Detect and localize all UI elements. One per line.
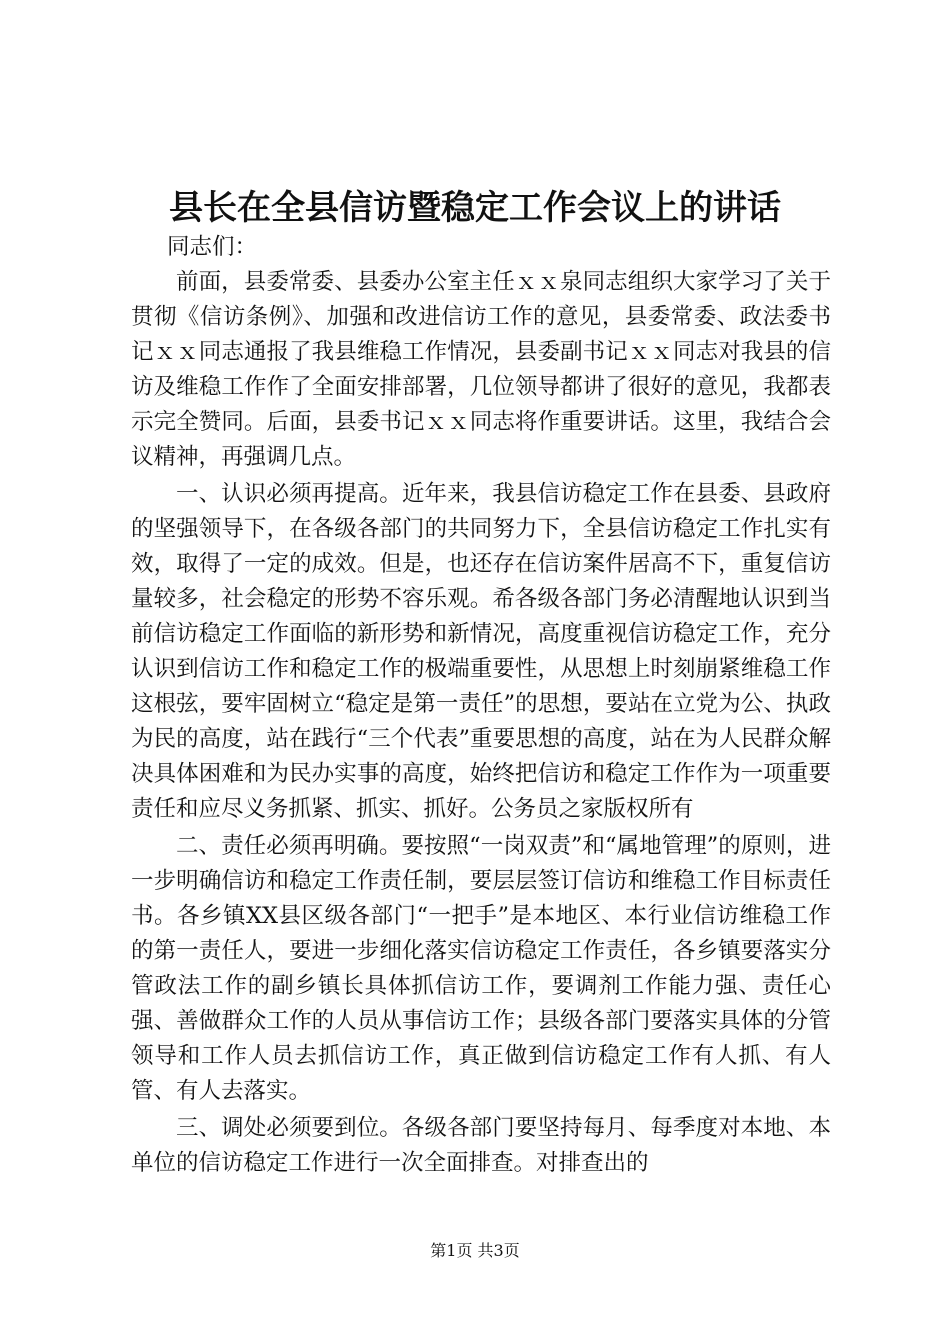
paragraph-section-3: 三、调处必须要到位。各级各部门要坚持每月、每季度对本地、本单位的信访稳定工作进行一次全面排查。对排查出的	[131, 1115, 831, 1176]
document-title: 县长在全县信访暨稳定工作会议上的讲话	[169, 188, 781, 228]
paragraph-section-2: 二、责任必须再明确。要按照“一岗双责”和“属地管理”的原则，进一步明确信访和稳定工作责任制，要层层签订信访和维稳工作目标责任书。各乡镇XX县区级各部门“一把手”是本地区、本行业信访维稳工作的第一责任人，要进一步细化落实信访稳定工作责任，各乡镇要落实分管政法工作的副乡镇长具体抓信访工作，要调剂工作能力强、责任心强、善做群众工作的人员从事信访工作；县级各部门要落实具体的分管领导和工作人员去抓信访工作，真正做到信访稳定工作有人抓、有人管、有人去落实。	[131, 833, 831, 1104]
document-body	[131, 230, 831, 1181]
paragraph-section-1: 一、认识必须再提高。近年来，我县信访稳定工作在县委、县政府的坚强领导下，在各级各部门的共同努力下，全县信访稳定工作扎实有效，取得了一定的成效。但是，也还存在信访案件居高不下，重复信访量较多，社会稳定的形势不容乐观。希各级各部门务必清醒地认识到当前信访稳定工作面临的新形势和新情况，高度重视信访稳定工作，充分认识到信访工作和稳定工作的极端重要性，从思想上时刻崩紧维稳工作这根弦，要牢固树立“稳定是第一责任”的思想，要站在立党为公、执政为民的高度，站在践行“三个代表”重要思想的高度，站在为人民群众解决具体困难和为民办实事的高度，始终把信访和稳定工作作为一项重要责任和应尽义务抓紧、抓实、抓好。公务员之家版权所有	[131, 481, 831, 822]
greeting-line: 同志们：	[167, 234, 258, 260]
paragraph-intro: 前面，县委常委、县委办公室主任ｘｘ泉同志组织大家学习了关于贯彻《信访条例》、加强和改进信访工作的意见，县委常委、政法委书记ｘｘ同志通报了我县维稳工作情况，县委副书记ｘｘ同志对我县的信访及维稳工作作了全面安排部署，几位领导都讲了很好的意见，我都表示完全赞同。后面，县委书记ｘｘ同志将作重要讲话。这里，我结合会议精神，再强调几点。	[131, 269, 831, 470]
page-number-footer: 第1页 共3页	[430, 1241, 520, 1260]
